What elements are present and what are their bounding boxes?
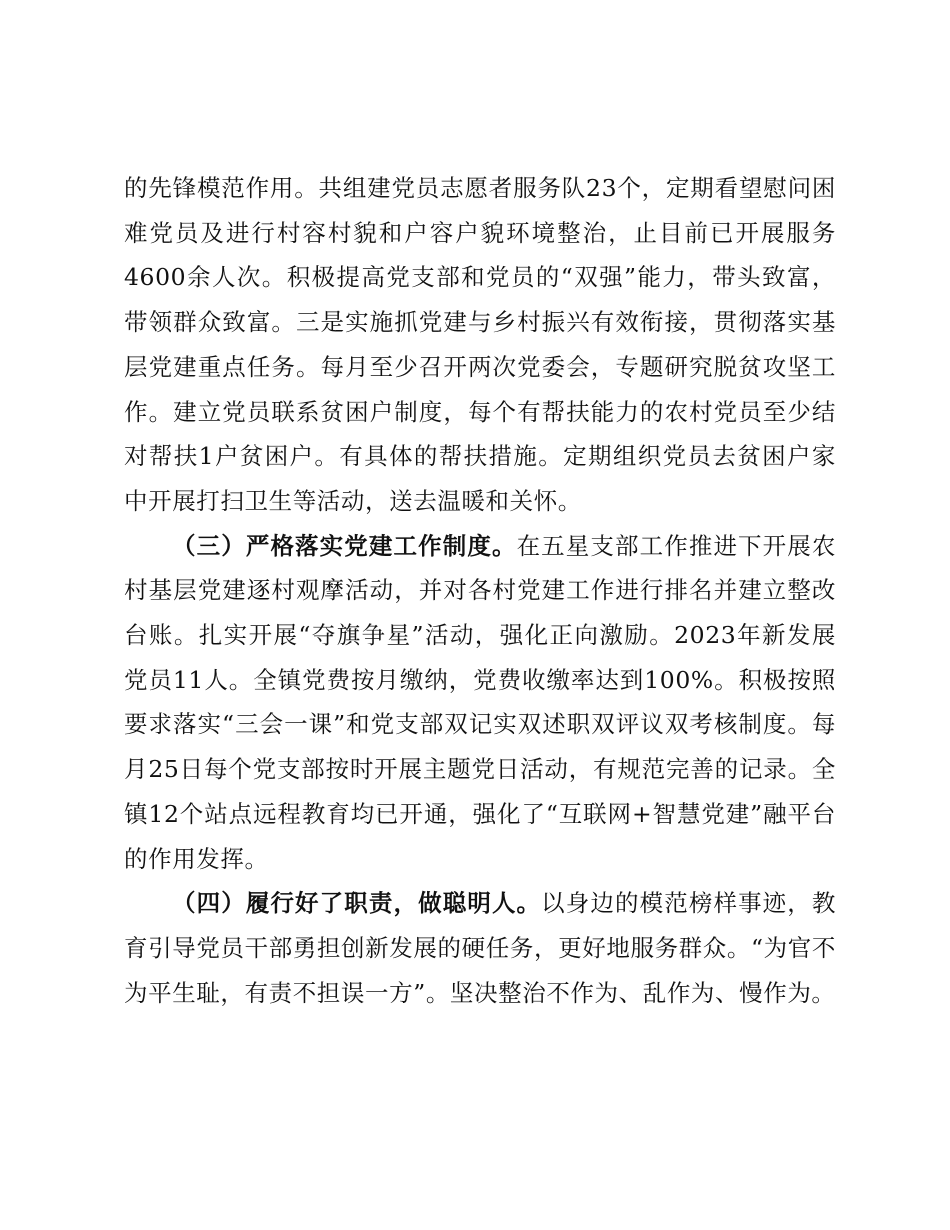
paragraph-text: 的先锋模范作用。共组建党员志愿者服务队23个，定期看望慰问困难党员及进行村容村貌和户容户貌环境整治，止目前已开展服务4600余人次。积极提高党支部和党员的“双强”能力，带头致富，带领群众致富。三是实施抓党建与乡村振兴有效衔接，贯彻落实基层党建重点任务。每月至少召开两次党委会，专题研究脱贫攻坚工作。建立党员联系贫困户制度，每个有帮扶能力的农村党员至少结对帮扶1户贫困户。有具体的帮扶措施。定期组织党员去贫困户家中开展打扫卫生等活动，送去温暖和关怀。 — [124, 174, 836, 515]
section-heading-four: （四）履行好了职责，做聪明人。 — [172, 889, 542, 918]
section-heading-three: （三）严格落实党建工作制度。 — [172, 531, 517, 560]
paragraph-section-four — [124, 881, 836, 1015]
paragraph-text: 以身边的模范榜样事迹，教育引导党员干部勇担创新发展的硬任务，更好地服务群众。“为官不为平生耻，有责不担误一方”。坚决整治不作为、乱作为、慢作为。 — [124, 889, 836, 1007]
paragraph-text: 在五星支部工作推进下开展农村基层党建逐村观摩活动，并对各村党建工作进行排名并建立整改台账。扎实开展“夺旗争星”活动，强化正向激励。2023年新发展党员11人。全镇党费按月缴纳，党费收缴率达到100%。积极按照要求落实“三会一课”和党支部双记实双述职双评议双考核制度。每月25日每个党支部按时开展主题党日活动，有规范完善的记录。全镇12个站点远程教育均已开通，强化了“互联网+智慧党建”融平台的作用发挥。 — [124, 531, 836, 873]
paragraph-section-three — [124, 524, 836, 882]
document-body — [124, 166, 836, 1015]
paragraph-continued — [124, 166, 836, 524]
